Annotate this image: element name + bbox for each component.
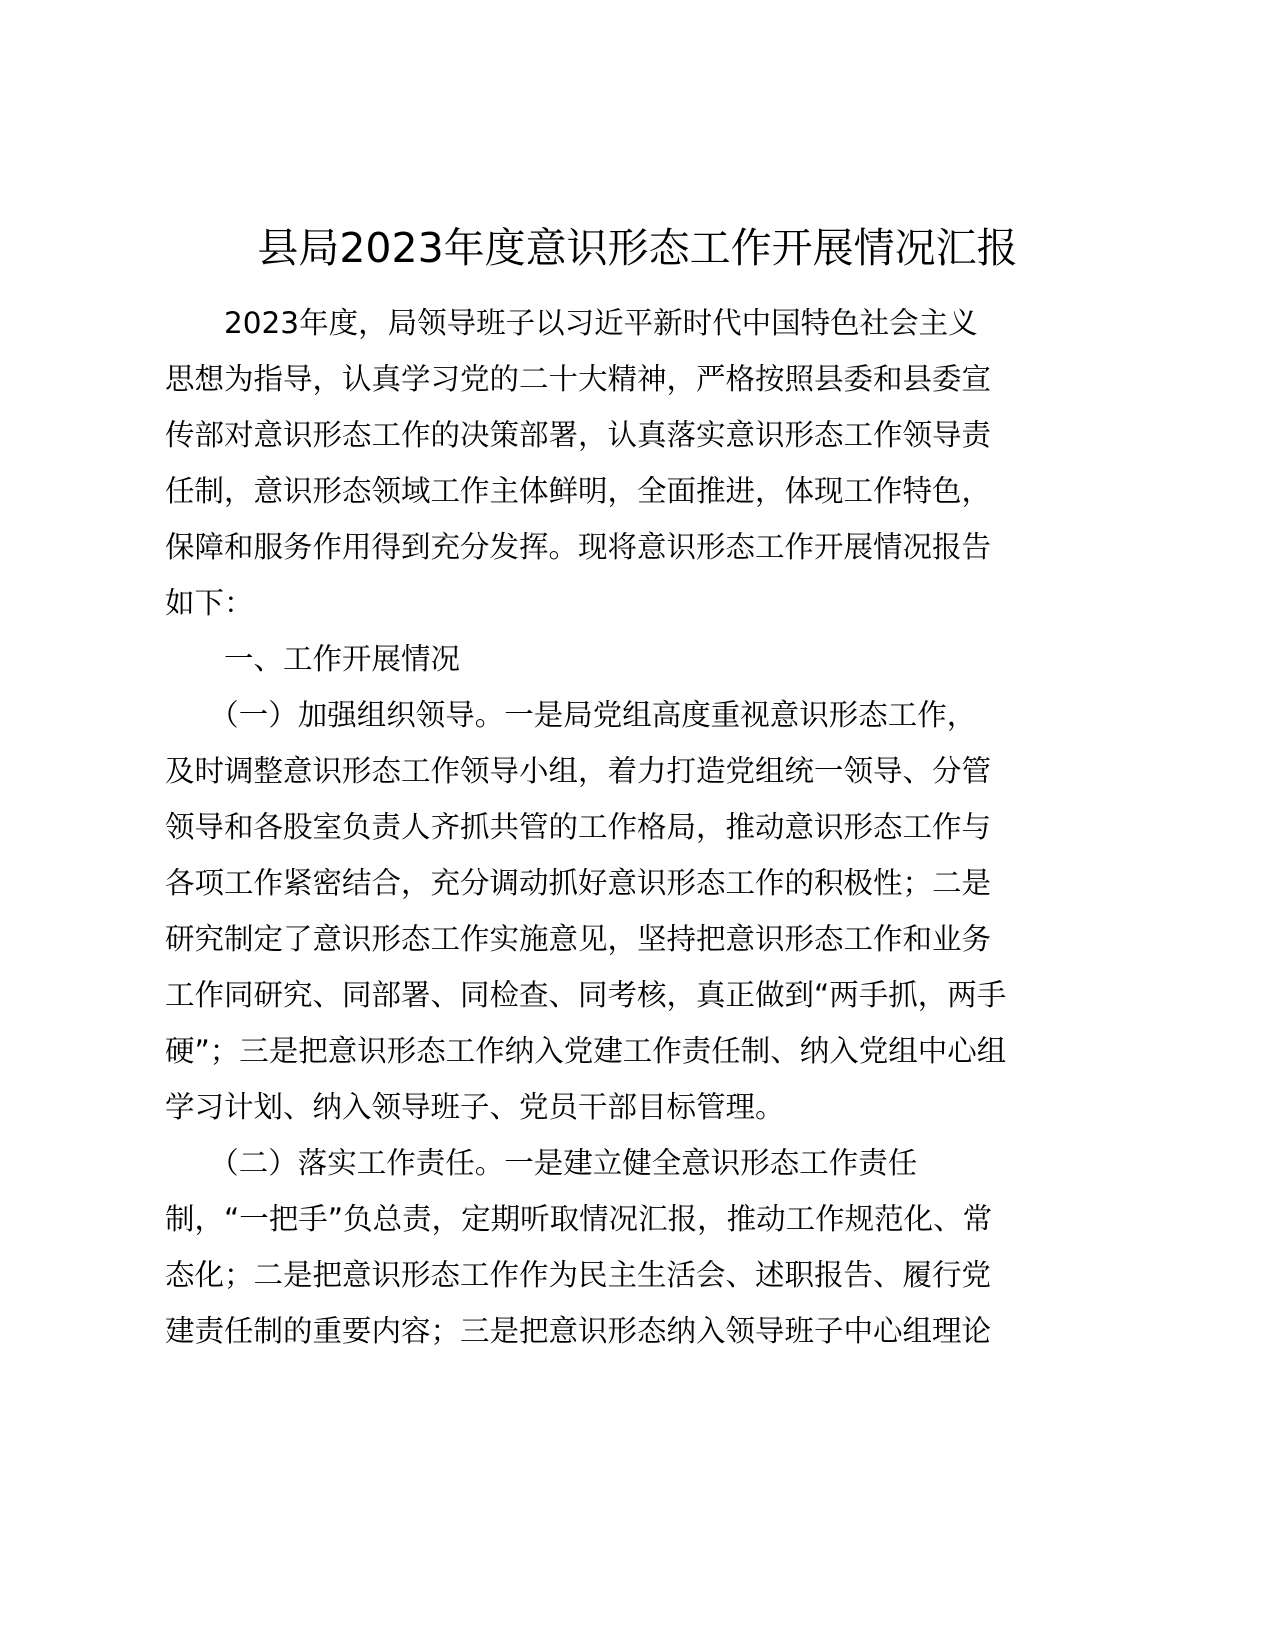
body-line-12: 研究制定了意识形态工作实施意见，坚持把意识形态工作和业务 <box>165 922 992 956</box>
section-heading-1: 一、工作开展情况 <box>165 642 461 676</box>
document-title: 县局2023年度意识形态工作开展情况汇报 <box>257 224 1018 272</box>
body-line-4: 任制，意识形态领域工作主体鲜明，全面推进，体现工作特色， <box>165 474 992 508</box>
body-line-10: 领导和各股室负责人齐抓共管的工作格局，推动意识形态工作与 <box>165 810 992 844</box>
body-line-2: 思想为指导，认真学习党的二十大精神，严格按照县委和县委宣 <box>165 362 992 396</box>
body-line-15: 学习计划、纳入领导班子、党员干部目标管理。 <box>165 1090 785 1124</box>
body-line-13: 工作同研究、同部署、同检查、同考核，真正做到“两手抓，两手 <box>165 978 1007 1012</box>
body-line-1: 2023年度，局领导班子以习近平新时代中国特色社会主义 <box>165 306 978 340</box>
body-line-3: 传部对意识形态工作的决策部署，认真落实意识形态工作领导责 <box>165 418 992 452</box>
body-line-6: 如下： <box>165 586 254 620</box>
body-line-14: 硬”；三是把意识形态工作纳入党建工作责任制、纳入党组中心组 <box>165 1034 1007 1068</box>
body-line-11: 各项工作紧密结合，充分调动抓好意识形态工作的积极性；二是 <box>165 866 992 900</box>
body-line-9: 及时调整意识形态工作领导小组，着力打造党组统一领导、分管 <box>165 754 992 788</box>
body-line-18: 态化；二是把意识形态工作作为民主生活会、述职报告、履行党 <box>165 1258 992 1292</box>
body-line-19: 建责任制的重要内容；三是把意识形态纳入领导班子中心组理论 <box>165 1314 992 1348</box>
body-line-5: 保障和服务作用得到充分发挥。现将意识形态工作开展情况报告 <box>165 530 992 564</box>
body-line-17: 制，“一把手”负总责，定期听取情况汇报，推动工作规范化、常 <box>165 1202 993 1236</box>
body-line-16: （二）落实工作责任。一是建立健全意识形态工作责任 <box>165 1146 918 1180</box>
body-line-8: （一）加强组织领导。一是局党组高度重视意识形态工作， <box>165 698 977 732</box>
